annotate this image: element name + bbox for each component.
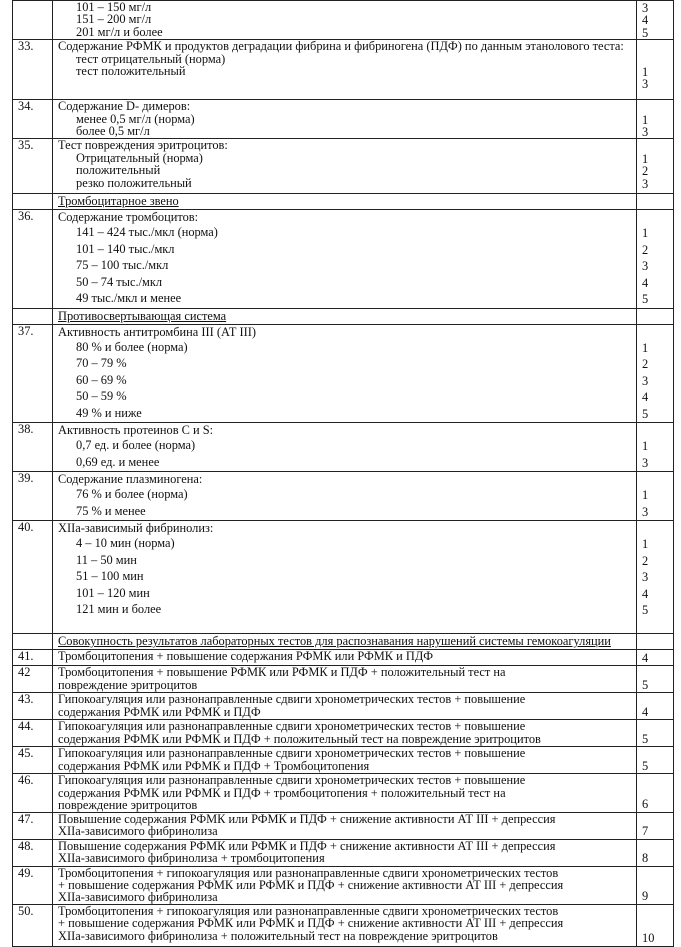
combination-score: 4	[642, 706, 673, 718]
option-score: 1	[642, 225, 673, 242]
option-label: 70 – 79 %	[58, 355, 636, 372]
row-number: 39.	[13, 472, 53, 521]
row-score	[637, 693, 674, 720]
row-description	[53, 1, 637, 40]
option-label: 201 мг/л и более	[58, 26, 636, 38]
combination-score: 8	[642, 852, 673, 864]
option-label: 49 % и ниже	[58, 405, 636, 422]
row-score	[637, 634, 674, 650]
row-description	[53, 634, 637, 650]
item-title: XIIa-зависимый фибринолиз:	[58, 521, 636, 535]
option-label: 80 % и более (норма)	[58, 339, 636, 356]
option-label: 101 – 120 мин	[58, 585, 636, 602]
option-score: 1	[642, 438, 673, 455]
option-label: 51 – 100 мин	[58, 568, 636, 585]
option-score: 3	[642, 178, 673, 190]
row-description	[53, 666, 637, 693]
item-title: Содержание тромбоцитов:	[58, 210, 636, 224]
row-score	[637, 839, 674, 866]
combination-text-line: XIIa-зависимого фибринолиза	[58, 891, 636, 903]
row-number: 38.	[13, 423, 53, 472]
option-label: 121 мин и более	[58, 601, 636, 618]
row-description	[53, 650, 637, 666]
row-score	[637, 210, 674, 309]
row-score	[637, 866, 674, 904]
row-description	[53, 40, 637, 100]
combination-text-line: Гипокоагуляция или разнонаправленные сдвиги хронометрических тестов + повышение	[58, 747, 636, 759]
combination-text-line: XIIa-зависимого фибринолиза	[58, 825, 636, 837]
option-label: 50 – 74 тыс./мкл	[58, 274, 636, 291]
row-description	[53, 904, 637, 946]
option-score: 3	[642, 78, 673, 90]
combination-text-line: Тромбоцитопения + повышение содержания РФМК или РФМК и ПДФ	[58, 650, 636, 662]
item-title: Содержание РФМК и продуктов деградации фибрина и фибриногена (ПДФ) по данным этанолового теста:	[58, 40, 636, 52]
option-score: 3	[642, 455, 673, 472]
option-label: положительный	[58, 164, 636, 176]
row-description	[53, 139, 637, 194]
option-label: 141 – 424 тыс./мкл (норма)	[58, 224, 636, 241]
combination-score: 5	[642, 760, 673, 772]
option-score: 1	[642, 340, 673, 357]
row-score	[637, 194, 674, 210]
option-label: 0,7 ед. и более (норма)	[58, 437, 636, 454]
option-score: 2	[642, 165, 673, 177]
row-description	[53, 324, 637, 423]
row-score	[637, 1, 674, 40]
section-row	[13, 194, 674, 210]
table-row	[13, 747, 674, 774]
option-score: 4	[642, 586, 673, 603]
section-row	[13, 634, 674, 650]
option-label: тест положительный	[58, 65, 636, 77]
option-label: 76 % и более (норма)	[58, 486, 636, 503]
row-score	[637, 423, 674, 472]
row-description	[53, 423, 637, 472]
table-row	[13, 324, 674, 423]
option-score: 3	[642, 258, 673, 275]
option-score: 2	[642, 553, 673, 570]
combination-text-line: Гипокоагуляция или разнонаправленные сдвиги хронометрических тестов + повышение	[58, 693, 636, 705]
combination-text-line: Тромбоцитопения + повышение РФМК или РФМК и ПДФ + положительный тест на	[58, 666, 636, 678]
option-score: 3	[642, 126, 673, 138]
row-description	[53, 100, 637, 139]
option-label: 101 – 140 тыс./мкл	[58, 241, 636, 258]
item-title: Активность протеинов С и S:	[58, 423, 636, 437]
table-row	[13, 521, 674, 634]
row-score	[637, 100, 674, 139]
item-title: Содержание D- димеров:	[58, 100, 636, 112]
combination-score: 7	[642, 825, 673, 837]
row-description	[53, 472, 637, 521]
combination-text-line: содержания РФМК или РФМК и ПДФ + Тромбоцитопения	[58, 760, 636, 772]
table-row	[13, 40, 674, 100]
combination-text-line: повреждение эритроцитов	[58, 799, 636, 811]
option-score: 1	[642, 487, 673, 504]
row-description	[53, 720, 637, 747]
option-score: 4	[642, 14, 673, 26]
option-score: 4	[642, 275, 673, 292]
option-label: 75 – 100 тыс./мкл	[58, 257, 636, 274]
table-row	[13, 666, 674, 693]
table-row	[13, 472, 674, 521]
row-number: 34.	[13, 100, 53, 139]
combination-score: 9	[642, 890, 673, 902]
combination-text-line: Гипокоагуляция или разнонаправленные сдвиги хронометрических тестов + повышение	[58, 774, 636, 786]
option-label: 151 – 200 мг/л	[58, 13, 636, 25]
option-label: 101 – 150 мг/л	[58, 1, 636, 13]
table-row	[13, 693, 674, 720]
option-label: более 0,5 мг/л	[58, 125, 636, 137]
row-score	[637, 812, 674, 839]
option-score: 5	[642, 291, 673, 308]
option-score: 1	[642, 536, 673, 553]
option-label: 75 % и менее	[58, 503, 636, 520]
option-score: 3	[642, 373, 673, 390]
row-score	[637, 139, 674, 194]
row-score	[637, 308, 674, 324]
option-score: 5	[642, 27, 673, 39]
table-row	[13, 210, 674, 309]
option-label: Отрицательный (норма)	[58, 152, 636, 164]
combination-text-line: Тромбоцитопения + гипокоагуляция или разнонаправленные сдвиги хронометрических тестов	[58, 867, 636, 879]
section-title: Противосвертывающая система	[58, 309, 636, 322]
section-row	[13, 308, 674, 324]
scoring-table	[12, 0, 674, 947]
row-number: 44.	[13, 720, 53, 747]
option-score: 1	[642, 153, 673, 165]
combination-score: 5	[642, 733, 673, 745]
row-number: 47.	[13, 812, 53, 839]
row-number: 35.	[13, 139, 53, 194]
combination-text-line: содержания РФМК или РФМК и ПДФ + тромбоцитопения + положительный тест на	[58, 787, 636, 799]
combination-text-line: XIIa-зависимого фибринолиза + тромбоцитопения	[58, 852, 636, 864]
item-title: Тест повреждения эритроцитов:	[58, 139, 636, 151]
option-label: резко положительный	[58, 177, 636, 189]
row-number: 41.	[13, 650, 53, 666]
option-score: 3	[642, 504, 673, 521]
option-label: 49 тыс./мкл и менее	[58, 290, 636, 307]
row-number: 48.	[13, 839, 53, 866]
row-score	[637, 472, 674, 521]
row-score	[637, 747, 674, 774]
row-number	[13, 194, 53, 210]
option-score: 2	[642, 242, 673, 259]
row-score	[637, 904, 674, 946]
combination-text-line: Повышение содержания РФМК или РФМК и ПДФ + снижение активности АТ III + депрессия	[58, 813, 636, 825]
row-number: 40.	[13, 521, 53, 634]
combination-text-line: + повышение содержания РФМК или РФМК и ПДФ + снижение активности АТ III + депрессия	[58, 879, 636, 891]
combination-score: 6	[642, 798, 673, 810]
table-row	[13, 774, 674, 812]
table-row	[13, 139, 674, 194]
option-score: 1	[642, 66, 673, 78]
row-score	[637, 720, 674, 747]
row-number	[13, 308, 53, 324]
option-score: 5	[642, 406, 673, 423]
row-score	[637, 40, 674, 100]
table-row	[13, 904, 674, 946]
table-row	[13, 423, 674, 472]
row-description	[53, 774, 637, 812]
row-number: 46.	[13, 774, 53, 812]
row-score	[637, 521, 674, 634]
table-row	[13, 839, 674, 866]
option-label: тест отрицательный (норма)	[58, 53, 636, 65]
option-score: 3	[642, 2, 673, 14]
combination-score: 10	[642, 932, 673, 944]
option-label: 11 – 50 мин	[58, 552, 636, 569]
row-number: 36.	[13, 210, 53, 309]
option-score: 4	[642, 389, 673, 406]
option-score: 5	[642, 602, 673, 619]
row-description	[53, 521, 637, 634]
section-title: Совокупность результатов лабораторных тестов для распознавания нарушений системы гемокоагуляции	[58, 634, 636, 647]
combination-text-line: содержания РФМК или РФМК и ПДФ + положительный тест на повреждение эритроцитов	[58, 733, 636, 745]
combination-score: 4	[642, 652, 673, 664]
option-label: менее 0,5 мг/л (норма)	[58, 113, 636, 125]
option-label: 4 – 10 мин (норма)	[58, 535, 636, 552]
item-title: Содержание плазминогена:	[58, 472, 636, 486]
option-score: 3	[642, 569, 673, 586]
table-row	[13, 812, 674, 839]
option-label: 50 – 59 %	[58, 388, 636, 405]
option-label: 0,69 ед. и менее	[58, 454, 636, 471]
option-score: 2	[642, 356, 673, 373]
row-description	[53, 839, 637, 866]
option-score: 1	[642, 114, 673, 126]
table-row	[13, 720, 674, 747]
combination-score: 5	[642, 679, 673, 691]
row-number: 37.	[13, 324, 53, 423]
row-description	[53, 866, 637, 904]
row-number	[13, 634, 53, 650]
row-number: 45.	[13, 747, 53, 774]
row-description	[53, 747, 637, 774]
combination-text-line: XIIa-зависимого фибринолиза + положительный тест на повреждение эритроцитов	[58, 930, 636, 942]
row-score	[637, 324, 674, 423]
combination-text-line: содержания РФМК или РФМК и ПДФ	[58, 706, 636, 718]
combination-text-line: повреждение эритроцитов	[58, 679, 636, 691]
row-description	[53, 308, 637, 324]
section-title: Тромбоцитарное звено	[58, 194, 636, 207]
row-score	[637, 650, 674, 666]
table-row	[13, 650, 674, 666]
combination-text-line: Гипокоагуляция или разнонаправленные сдвиги хронометрических тестов + повышение	[58, 720, 636, 732]
row-description	[53, 812, 637, 839]
row-number: 43.	[13, 693, 53, 720]
row-number: 50.	[13, 904, 53, 946]
combination-text-line: + повышение содержания РФМК или РФМК и ПДФ + снижение активности АТ III + депрессия	[58, 917, 636, 929]
table-row	[13, 1, 674, 40]
combination-text-line: Повышение содержания РФМК или РФМК и ПДФ + снижение активности АТ III + депрессия	[58, 840, 636, 852]
row-number: 49.	[13, 866, 53, 904]
combination-text-line: Тромбоцитопения + гипокоагуляция или разнонаправленные сдвиги хронометрических тестов	[58, 905, 636, 917]
row-score	[637, 666, 674, 693]
table-row	[13, 100, 674, 139]
row-number: 42	[13, 666, 53, 693]
row-description	[53, 194, 637, 210]
row-description	[53, 210, 637, 309]
row-description	[53, 693, 637, 720]
table-row	[13, 866, 674, 904]
row-number	[13, 1, 53, 40]
item-title: Активность антитромбина III (АТ III)	[58, 325, 636, 339]
scoring-table-body	[13, 1, 674, 947]
row-number: 33.	[13, 40, 53, 100]
option-label: 60 – 69 %	[58, 372, 636, 389]
row-score	[637, 774, 674, 812]
